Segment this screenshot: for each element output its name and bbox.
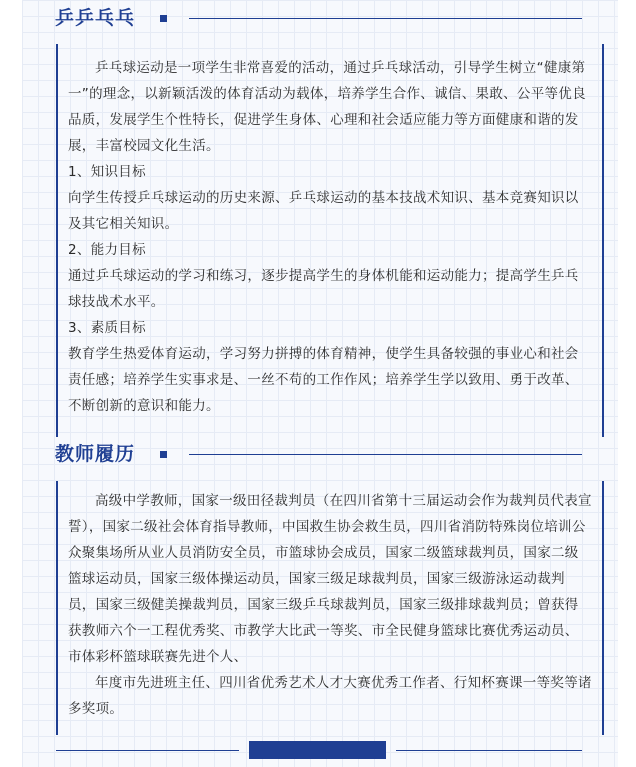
title-square-bullet <box>160 15 167 22</box>
teacher-resume-content-box <box>56 481 604 735</box>
goal-text-quality: 教育学生热爱体育运动，学习努力拼搏的体育精神，使学生具备较强的事业心和社会责任感；培养学生实事求是、一丝不苟的工作作风；培养学生学以致用、勇于改革、不断创新的意识和能力。 <box>68 346 579 414</box>
footer-center-bar <box>249 741 386 759</box>
intro-paragraph: 乒乓球运动是一项学生非常喜爱的活动，通过乒乓球活动，引导学生树立“健康第一”的理念，以新颖活泼的体育活动为载体，培养学生合作、诚信、果敢、公平等优良品质，发展学生个性特长，促进学生身体、心理和社会适应能力等方面健康和谐的发展，丰富校园文化生活。 <box>68 60 586 154</box>
resume-paragraph: 年度市先进班主任、四川省优秀艺术人才大赛优秀工作者、行知杯赛课一等奖等诸多奖项。 <box>68 675 592 717</box>
title-divider-line <box>189 18 582 19</box>
title-divider-line <box>189 454 582 455</box>
footer-line-left <box>56 750 239 751</box>
goal-heading-ability: 2、能力目标 <box>68 242 146 258</box>
section-header-teacher-resume <box>22 437 618 471</box>
goal-text-knowledge: 向学生传授乒乓球运动的历史来源、乒乓球运动的基本技战术知识、基本竞赛知识以及其它相关知识。 <box>68 190 579 232</box>
footer-line-right <box>396 750 582 751</box>
goal-heading-knowledge: 1、知识目标 <box>68 164 146 180</box>
table-tennis-content-box <box>56 44 604 437</box>
article-page <box>22 0 618 767</box>
resume-paragraph: 高级中学教师，国家一级田径裁判员（在四川省第十三届运动会作为裁判员代表宣誓），国家二级社会体育指导教师，中国救生协会救生员，四川省消防特殊岗位培训公众聚集场所从业人员消防安全员，市篮球协会成员，国家二级篮球裁判员，国家二级篮球运动员，国家三级体操运动员，国家三级足球裁判员，国家三级游泳运动裁判员，国家三级健美操裁判员，国家三级乒乓球裁判员，国家三级排球裁判员；曾获得获教师六个一工程优秀奖、市教学大比武一等奖、市全民健身篮球比赛优秀运动员、市体彩杯篮球联赛先进个人、 <box>68 493 592 665</box>
goal-text-ability: 通过乒乓球运动的学习和练习，逐步提高学生的身体机能和运动能力；提高学生乒乓球技战术水平。 <box>68 268 579 310</box>
section-title: 乒乒乓乓 <box>55 7 136 29</box>
goal-heading-quality: 3、素质目标 <box>68 320 146 336</box>
section-title: 教师履历 <box>55 443 136 465</box>
title-square-bullet <box>160 451 167 458</box>
section-header-table-tennis <box>22 1 618 35</box>
